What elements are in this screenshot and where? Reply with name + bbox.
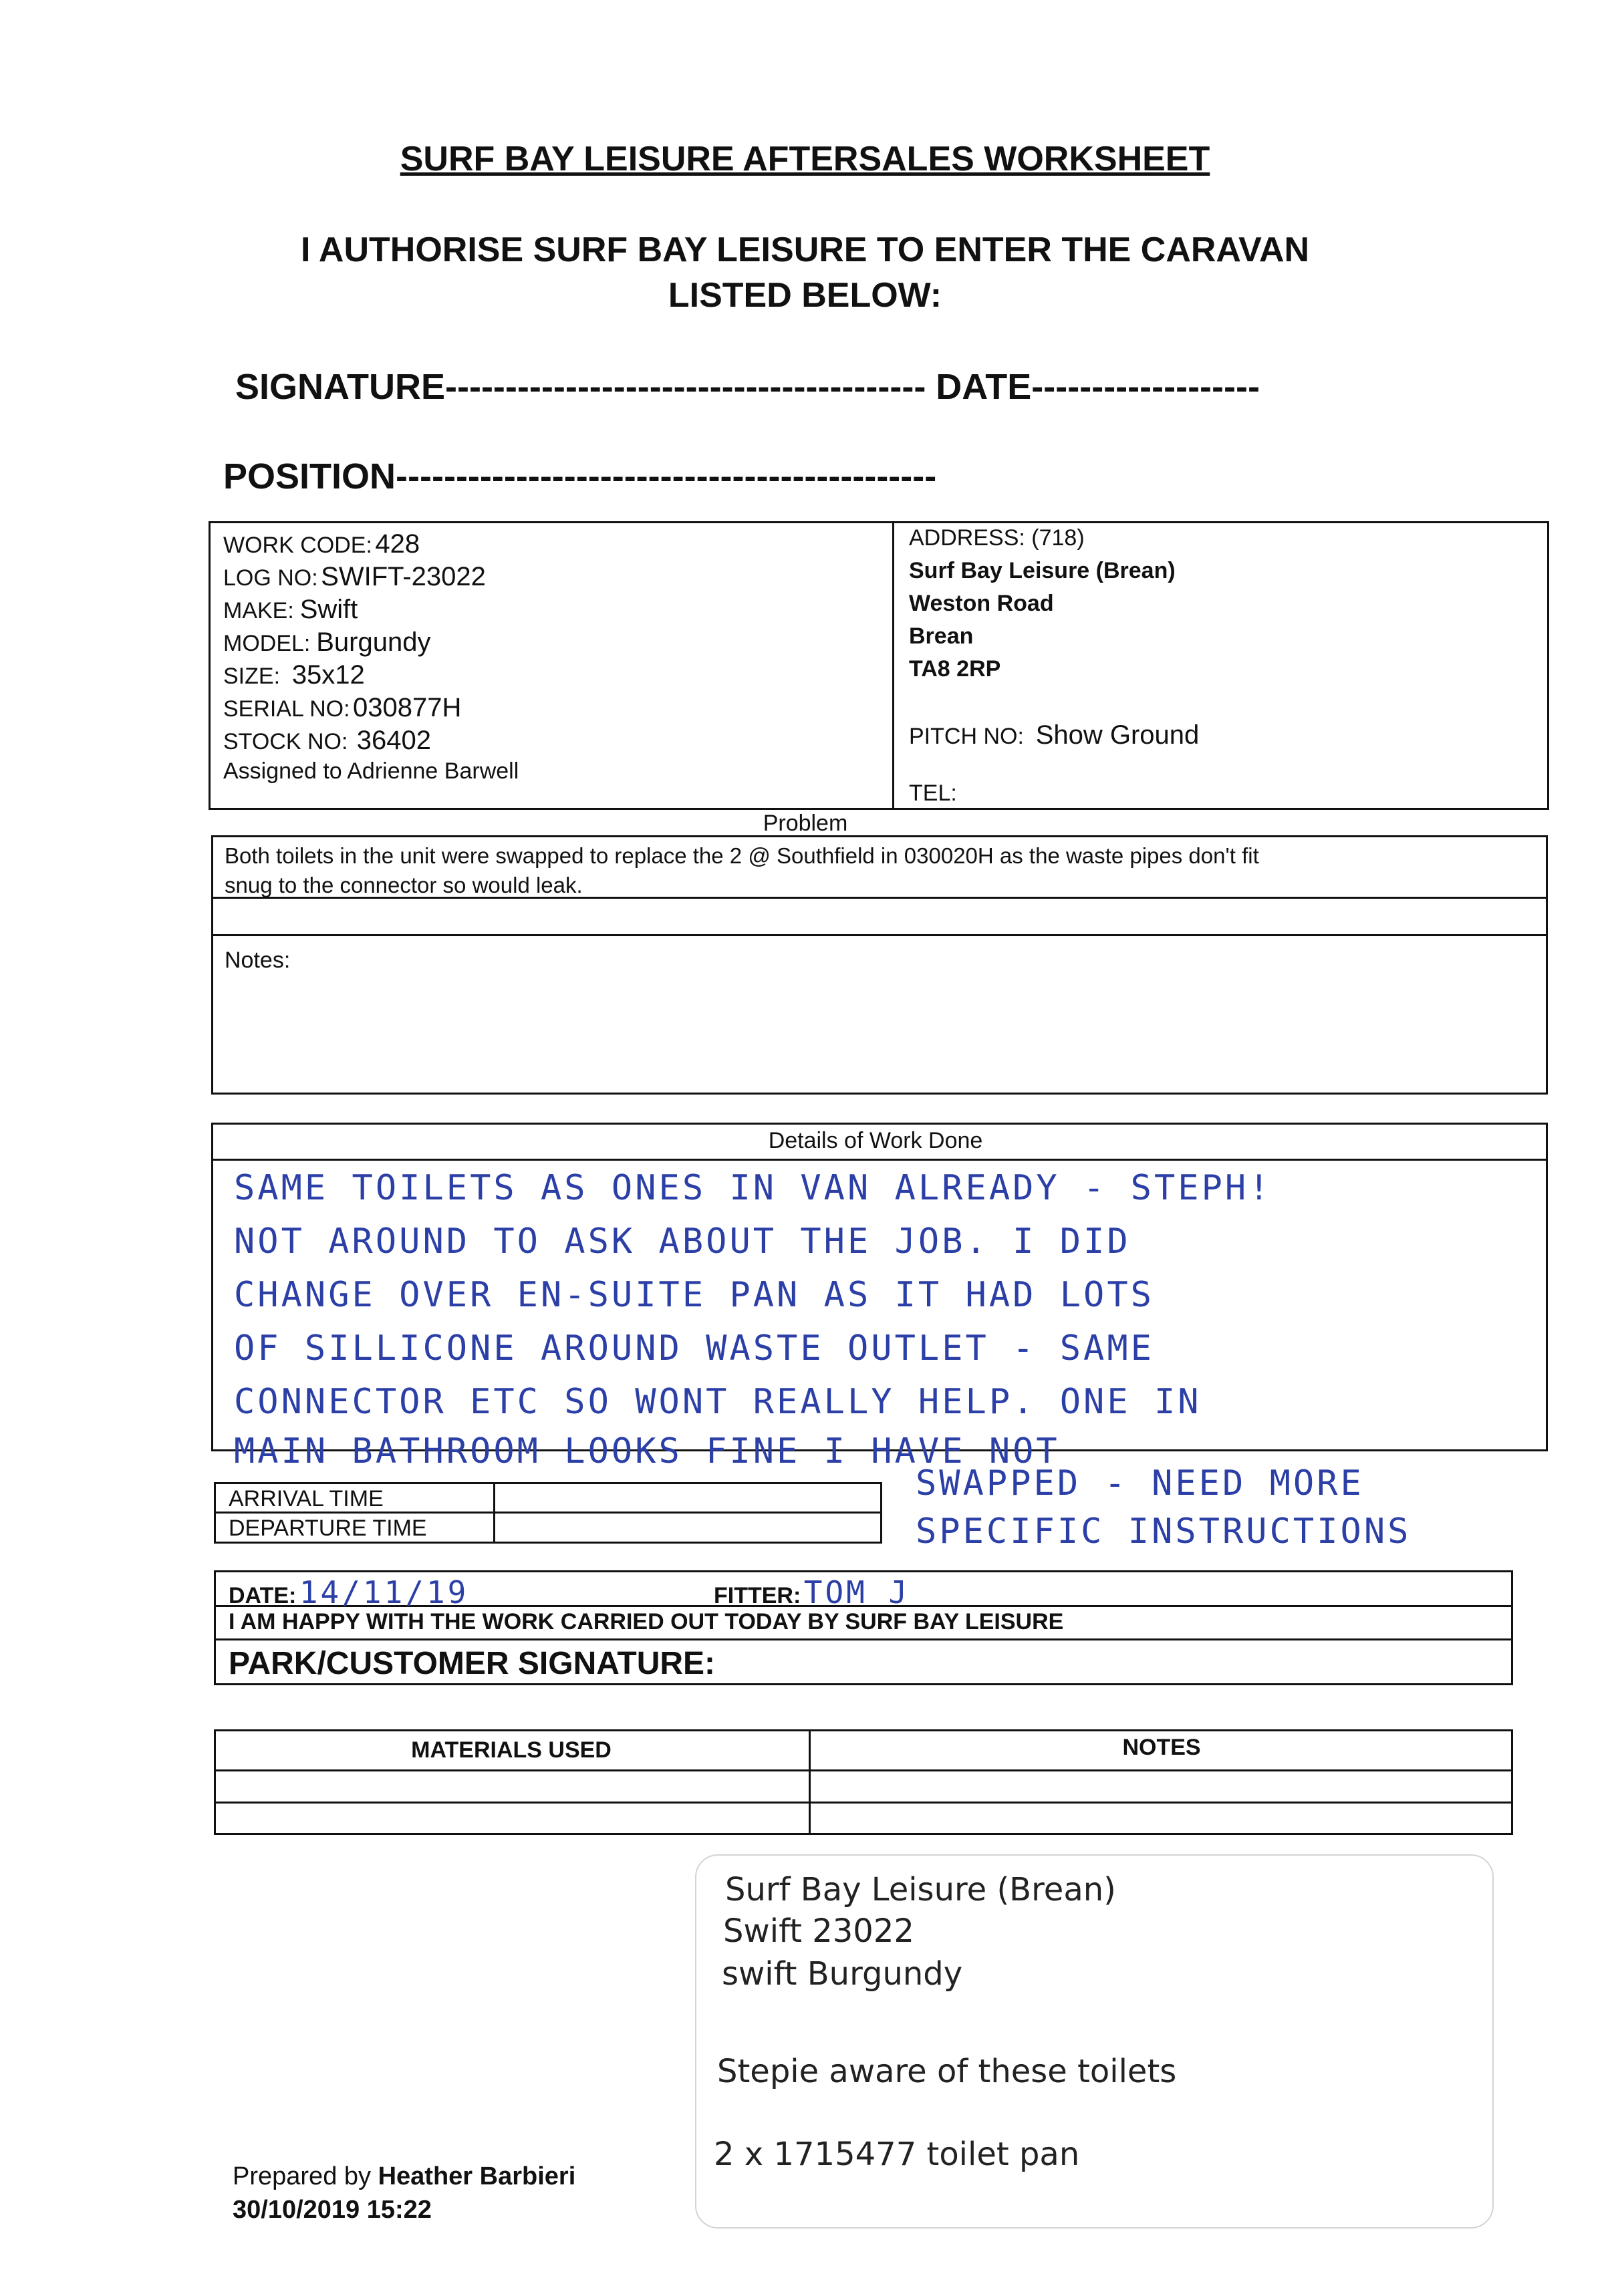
work-note-line-3: CHANGE OVER EN-SUITE PAN AS IT HAD LOTS [234, 1275, 1154, 1315]
work-code-value: 428 [375, 529, 420, 559]
work-code-label: WORK CODE: [223, 533, 372, 558]
log-no-row [223, 562, 519, 595]
materials-used-heading: MATERIALS USED [411, 1737, 612, 1763]
log-no-value: SWIFT-23022 [321, 562, 486, 591]
worksheet-title: SURF BAY LEISURE AFTERSALES WORKSHEET [400, 140, 1210, 178]
work-note-line-4: OF SILLICONE AROUND WASTE OUTLET - SAME [234, 1328, 1154, 1369]
fitter-label: FITTER: [714, 1583, 801, 1608]
sticker-line-4: Stepie aware of these toilets [717, 2053, 1177, 2090]
prepared-by [233, 2162, 575, 2191]
address-line-3: Brean [909, 623, 974, 649]
departure-time-label: DEPARTURE TIME [229, 1516, 427, 1541]
work-note-line-1: SAME TOILETS AS ONES IN VAN ALREADY - STEPH! [234, 1168, 1272, 1208]
pitch-row [909, 720, 1199, 750]
customer-signature-label: PARK/CUSTOMER SIGNATURE: [229, 1646, 716, 1681]
serial-no-label: SERIAL NO: [223, 696, 350, 722]
problem-heading: Problem [763, 811, 848, 836]
fitter-value: TOM J [803, 1574, 910, 1610]
times-table-column-divider [493, 1482, 495, 1544]
unit-details [223, 529, 519, 784]
materials-row-divider-2 [214, 1802, 1513, 1804]
assigned-to: Assigned to Adrienne Barwell [223, 758, 519, 784]
arrival-time-value [496, 1484, 880, 1511]
address-line-2: Weston Road [909, 591, 1054, 616]
notes-label: Notes: [225, 948, 291, 973]
problem-text-line-2: snug to the connector so would leak. [225, 873, 583, 897]
unit-box-divider [892, 521, 894, 810]
model-value: Burgundy [316, 627, 431, 657]
model-label: MODEL: [223, 631, 311, 656]
address-details [909, 525, 1176, 689]
make-row [223, 595, 519, 627]
serial-no-row [223, 693, 519, 726]
materials-notes-heading: NOTES [1122, 1735, 1201, 1760]
address-line-1: Surf Bay Leisure (Brean) [909, 558, 1176, 583]
work-note-line-6: MAIN BATHROOM LOOKS FINE I HAVE NOT [234, 1431, 1060, 1471]
work-note-line-5: CONNECTOR ETC SO WONT REALLY HELP. ONE IN [234, 1382, 1202, 1422]
address-label: ADDRESS: (718) [909, 525, 1085, 551]
serial-no-value: 030877H [353, 693, 462, 722]
log-no-label: LOG NO: [223, 565, 318, 591]
authorisation-statement [0, 227, 1610, 318]
arrival-time-label: ARRIVAL TIME [229, 1486, 384, 1512]
address-postcode: TA8 2RP [909, 656, 1001, 682]
size-label: SIZE: [223, 664, 281, 689]
size-row [223, 660, 519, 693]
fitter-row [714, 1574, 910, 1610]
signoff-date-label: DATE: [229, 1583, 297, 1608]
pitch-value: Show Ground [1035, 720, 1200, 750]
problem-divider-2 [211, 934, 1548, 936]
stock-no-value: 36402 [356, 726, 431, 755]
signoff-date-value: 14/11/19 [299, 1574, 469, 1610]
happy-statement: I AM HAPPY WITH THE WORK CARRIED OUT TODAY BY SURF BAY LEISURE [229, 1609, 1064, 1634]
materials-row-divider-1 [214, 1769, 1513, 1771]
prepared-by-name: Heather Barbieri [378, 2162, 576, 2190]
date-row [229, 1574, 468, 1610]
departure-time-value [496, 1514, 880, 1542]
problem-text-line-1: Both toilets in the unit were swapped to replace the 2 @ Southfield in 030020H as the waste pipes don't fit [225, 843, 1259, 868]
position-line: POSITION--------------------------------------------- [223, 456, 937, 496]
sticker-line-5: 2 x 1715477 toilet pan [714, 2136, 1080, 2173]
sticker-line-3: swift Burgundy [722, 1955, 963, 1993]
model-row [223, 627, 519, 660]
signoff-divider-2 [214, 1638, 1513, 1640]
signature-date-line: SIGNATURE---------------------------------------- DATE------------------- [235, 367, 1260, 407]
sticker-line-2: Swift 23022 [723, 1912, 914, 1950]
stock-no-row [223, 726, 519, 758]
stock-no-label: STOCK NO: [223, 729, 348, 754]
work-note-line-2: NOT AROUND TO ASK ABOUT THE JOB. I DID [234, 1222, 1131, 1262]
work-note-line-7: SWAPPED - NEED MORE [916, 1463, 1364, 1503]
work-code-row [223, 529, 519, 562]
authorisation-line-2: LISTED BELOW: [668, 276, 942, 315]
size-value: 35x12 [291, 660, 365, 690]
make-value: Swift [299, 595, 358, 624]
authorisation-line-1: I AUTHORISE SURF BAY LEISURE TO ENTER THE CARAVAN [300, 231, 1310, 269]
sticker-line-1: Surf Bay Leisure (Brean) [725, 1871, 1116, 1908]
make-label: MAKE: [223, 598, 294, 623]
work-note-line-8: SPECIFIC INSTRUCTIONS [916, 1512, 1412, 1552]
prepared-by-prefix: Prepared by [233, 2162, 372, 2190]
work-done-heading-divider [211, 1159, 1548, 1161]
prepared-timestamp: 30/10/2019 15:22 [233, 2196, 432, 2224]
tel-label: TEL: [909, 780, 957, 806]
pitch-label: PITCH NO: [909, 724, 1024, 749]
work-done-heading: Details of Work Done [768, 1128, 983, 1153]
